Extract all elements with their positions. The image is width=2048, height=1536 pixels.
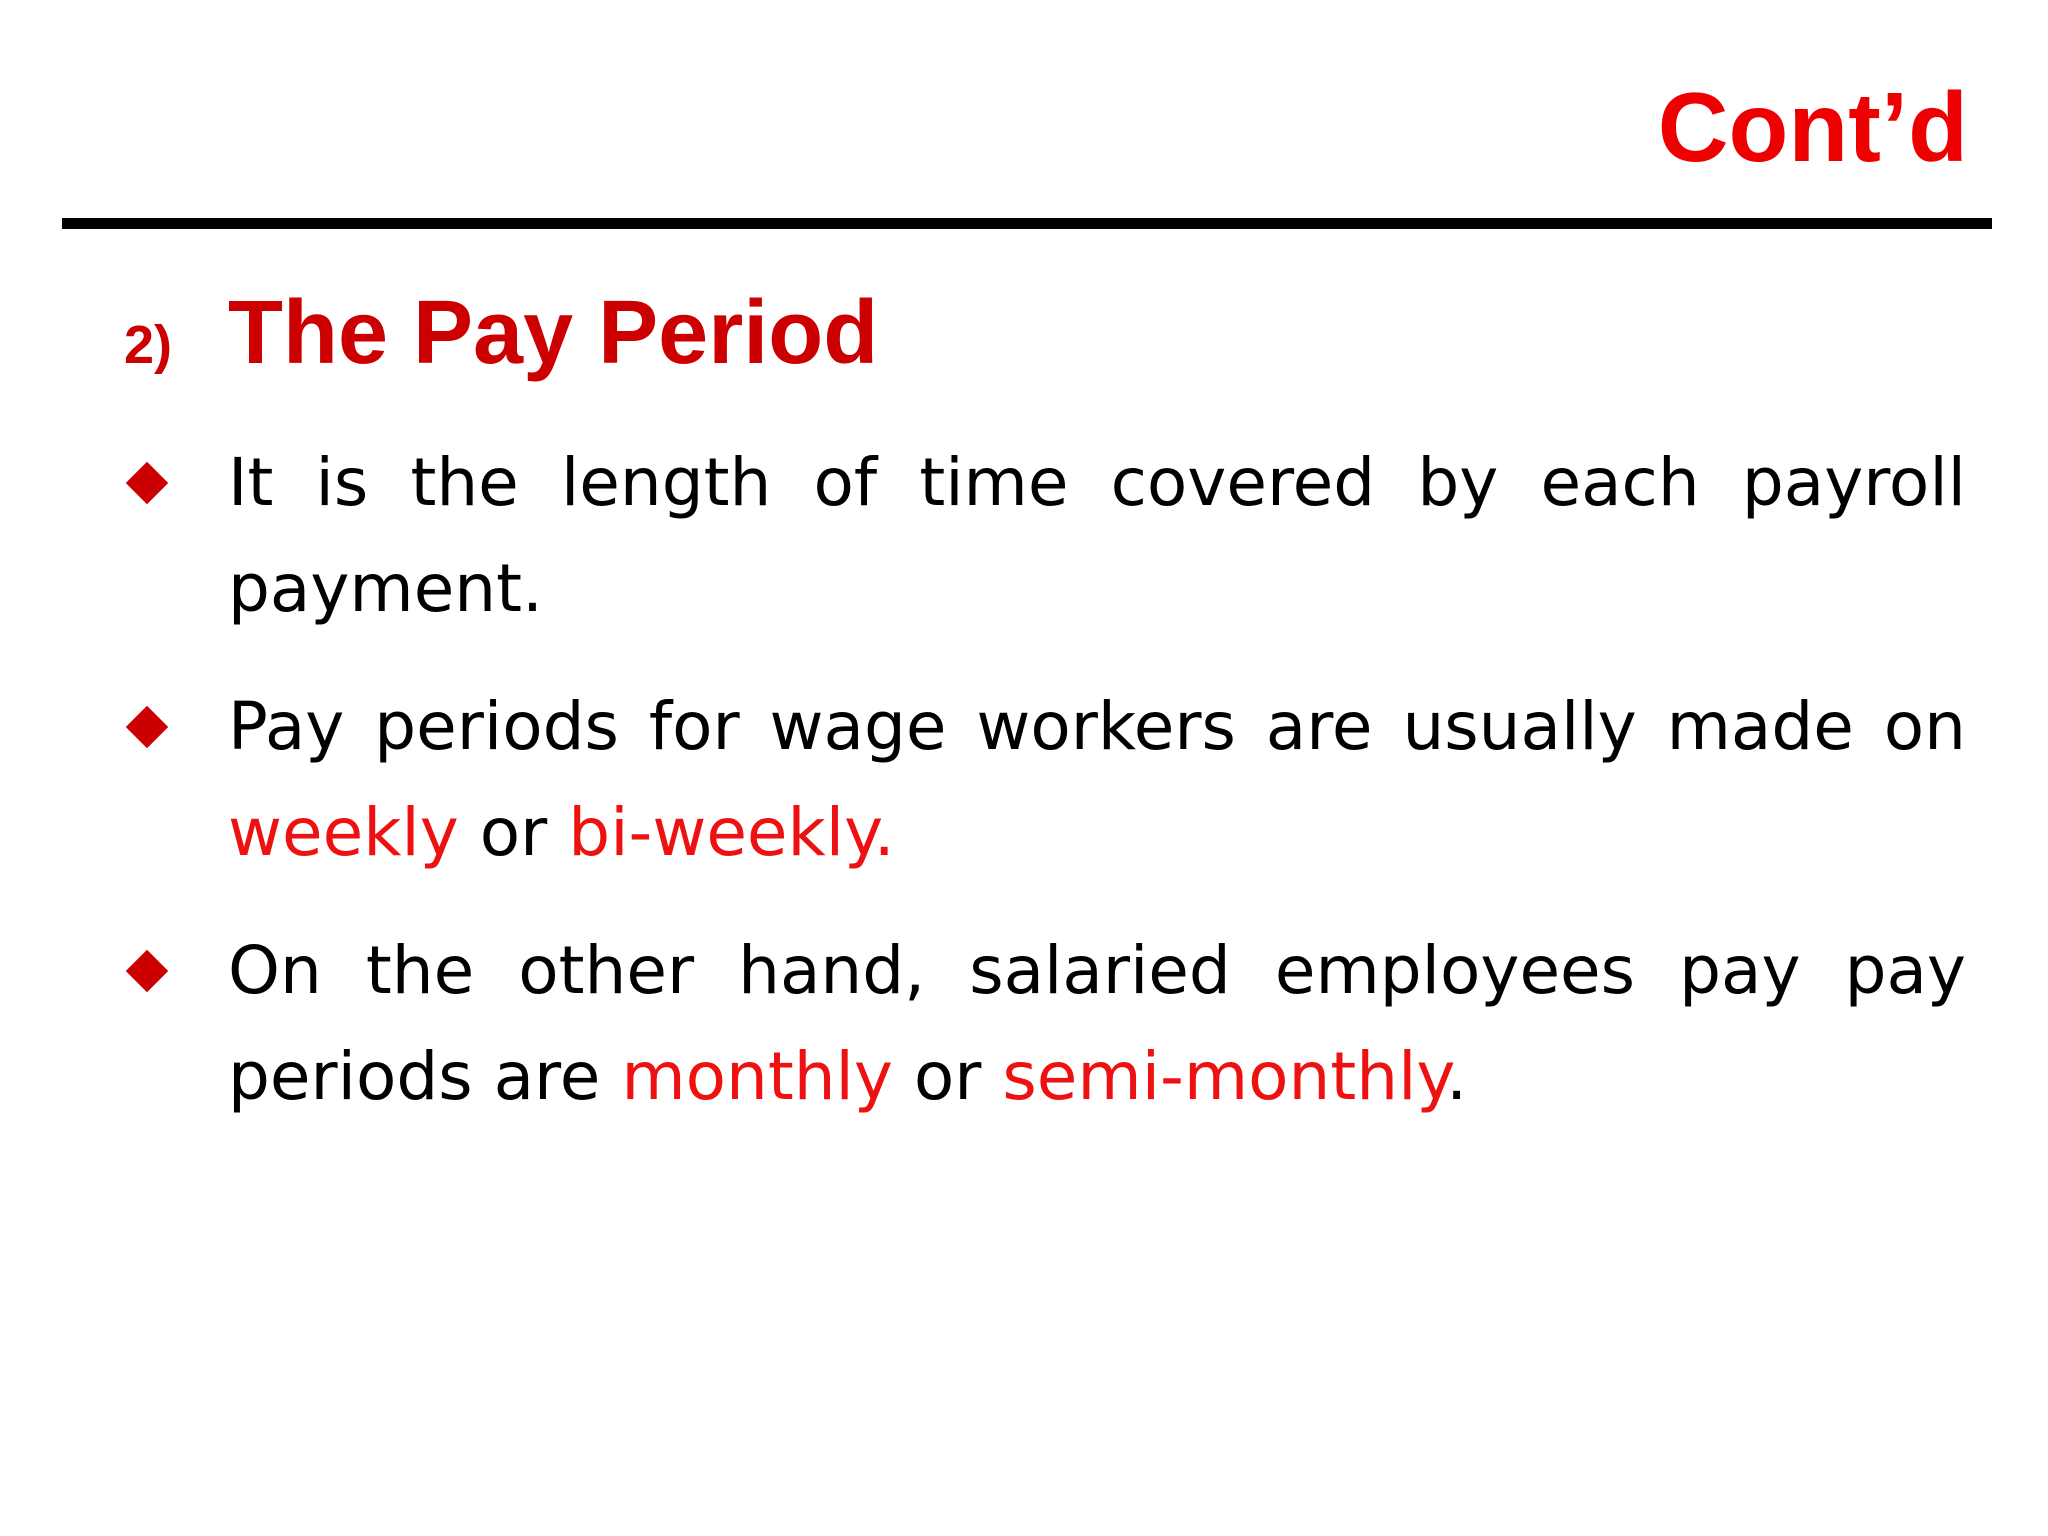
- bullet-item: [124, 430, 1966, 642]
- diamond-icon: [126, 706, 168, 748]
- bullet-item: [124, 674, 1966, 886]
- bullet-text: or: [458, 794, 569, 871]
- diamond-icon: [126, 950, 168, 992]
- section-title: The Pay Period: [228, 283, 879, 383]
- highlight-term: weekly: [228, 794, 459, 871]
- bullet-list: [124, 430, 1966, 1162]
- bullet-text: .: [1446, 1038, 1468, 1115]
- bullet-text: Pay periods for wage workers are usually made on: [228, 688, 1966, 765]
- highlight-term: monthly: [621, 1038, 893, 1115]
- title-divider: [62, 218, 1992, 229]
- section-heading: [124, 282, 878, 385]
- slide-title: Cont’d: [1657, 72, 1968, 182]
- bullet-text: On the other hand, salaried employees pay pay periods are: [228, 932, 1966, 1115]
- bullet-text: or: [892, 1038, 1003, 1115]
- section-number: 2): [124, 315, 173, 375]
- bullet-text: It is the length of time covered by each payroll payment.: [228, 444, 1966, 627]
- diamond-icon: [126, 462, 168, 504]
- highlight-term: semi-monthly: [1002, 1038, 1447, 1115]
- bullet-item: [124, 918, 1966, 1130]
- highlight-term: bi-weekly.: [568, 794, 895, 871]
